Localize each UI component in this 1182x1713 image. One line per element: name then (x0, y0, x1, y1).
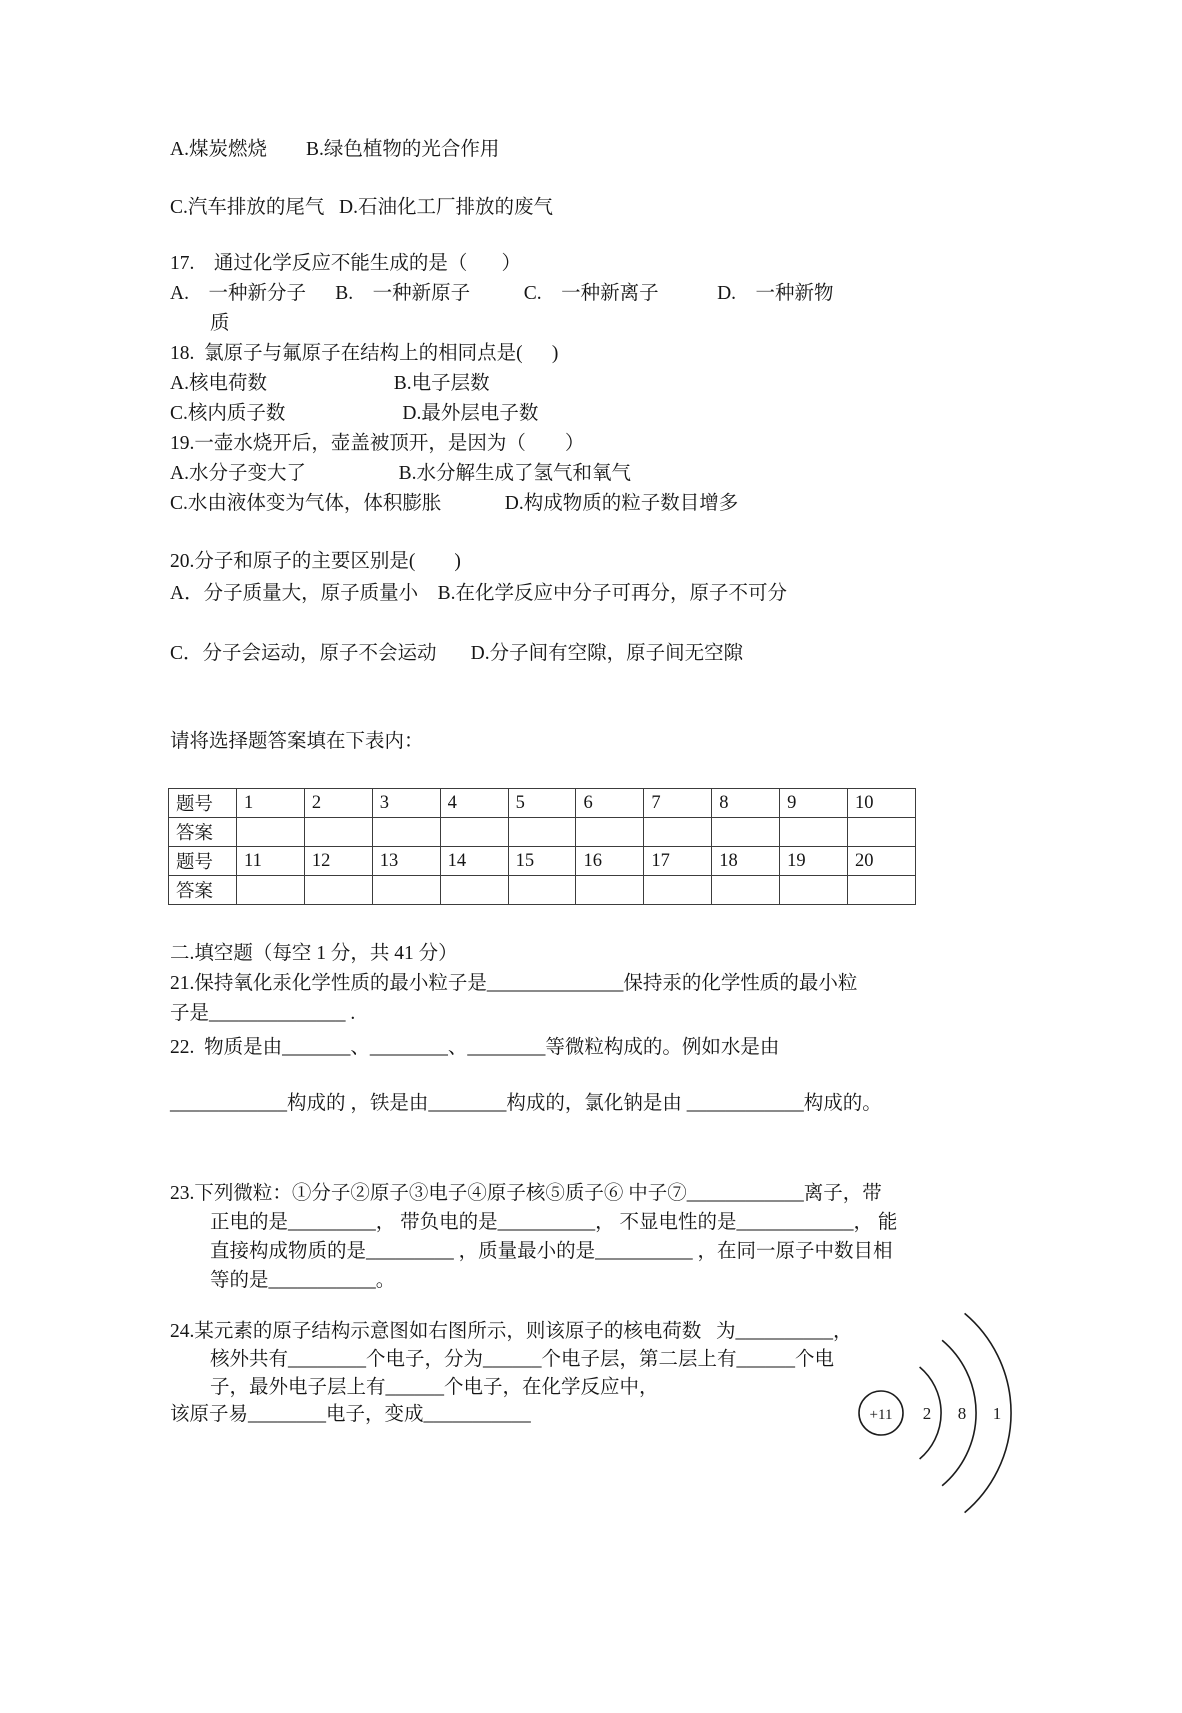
question-number-cell: 1 (237, 789, 305, 818)
answer-cell (304, 818, 372, 847)
q24-line-1: 24.某元素的原子结构示意图如右图所示，则该原子的核电荷数 为__________， (170, 1321, 853, 1342)
answer-cell (304, 876, 372, 905)
q19-stem: 19.一壶水烧开后，壶盖被顶开，是因为（ ） (170, 433, 585, 454)
answer-cell (237, 818, 305, 847)
answer-cell (576, 876, 644, 905)
question-number-cell: 8 (712, 789, 780, 818)
question-number-row (169, 847, 916, 876)
row-header-cell: 答案 (169, 818, 237, 847)
question-number-cell: 4 (440, 789, 508, 818)
answer-cell (237, 876, 305, 905)
answer-cell (372, 818, 440, 847)
answer-cell (508, 818, 576, 847)
answer-row (169, 818, 916, 847)
q19-options-ab: A.水分子变大了 B.水分解生成了氢气和氧气 (170, 463, 631, 484)
question-number-cell: 9 (780, 789, 848, 818)
q21-line-2: 子是______________ . (170, 1003, 356, 1024)
q17-options: A. 一种新分子 B. 一种新原子 C. 一种新离子 D. 一种新物 (170, 283, 834, 304)
q24-line-2: 核外共有________个电子，分为______个电子层，第二层上有______个电 (210, 1349, 835, 1370)
q24-line-4: 该原子易________电子，变成___________ (170, 1404, 531, 1425)
q17-stem: 17. 通过化学反应不能生成的是（ ） (170, 253, 522, 274)
answer-cell (712, 876, 780, 905)
row-header-cell: 答案 (169, 876, 237, 905)
question-number-cell: 10 (848, 789, 916, 818)
question-number-cell: 16 (576, 847, 644, 876)
question-number-cell: 19 (780, 847, 848, 876)
shell-2-electron-count: 8 (957, 1404, 967, 1423)
q18-stem: 18. 氯原子与氟原子在结构上的相同点是( ) (170, 343, 559, 364)
answer-cell (712, 818, 780, 847)
q18-options-ab: A.核电荷数 B.电子层数 (170, 373, 490, 394)
atom-structure-diagram (850, 1306, 1030, 1518)
answer-cell (644, 876, 712, 905)
electron-shell-arc-3 (965, 1313, 1011, 1512)
shell-3-electron-count: 1 (992, 1404, 1002, 1423)
question-number-cell: 11 (237, 847, 305, 876)
question-number-cell: 15 (508, 847, 576, 876)
answer-cell (780, 818, 848, 847)
q17-option-wrap: 质 (210, 313, 230, 334)
q22-line-1: 22. 物质是由_______、________、________等微粒构成的。例如水是由 (170, 1037, 780, 1058)
question-number-cell: 14 (440, 847, 508, 876)
shell-1-electron-count: 2 (922, 1404, 932, 1423)
answer-cell (576, 818, 644, 847)
q18-options-cd: C.核内质子数 D.最外层电子数 (170, 403, 539, 424)
answer-cell (440, 818, 508, 847)
q23-line-3: 直接构成物质的是_________ ，质量最小的是__________ ，在同一原子中数目相 (210, 1241, 893, 1262)
answer-cell (372, 876, 440, 905)
answer-row (169, 876, 916, 905)
row-header-cell: 题号 (169, 847, 237, 876)
question-number-cell: 2 (304, 789, 372, 818)
answer-table-body (169, 789, 916, 905)
q16-options-cd: C.汽车排放的尾气 D.石油化工厂排放的废气 (170, 197, 553, 218)
q20-options-cd: C．分子会运动，原子不会运动 D.分子间有空隙，原子间无空隙 (170, 643, 744, 664)
answer-cell (848, 876, 916, 905)
answer-cell (848, 818, 916, 847)
answer-table-intro: 请将选择题答案填在下表内： (170, 731, 424, 752)
question-number-cell: 13 (372, 847, 440, 876)
q20-options-ab: A．分子质量大，原子质量小 B.在化学反应中分子可再分，原子不可分 (170, 583, 787, 604)
question-number-cell: 12 (304, 847, 372, 876)
question-number-cell: 7 (644, 789, 712, 818)
q24-line-3: 子，最外电子层上有______个电子，在化学反应中， (210, 1377, 659, 1398)
answer-cell (644, 818, 712, 847)
q22-line-2: ____________构成的 ，铁是由________构成的，氯化钠是由 ____________构成的。 (170, 1093, 882, 1114)
question-number-row (169, 789, 916, 818)
q19-options-cd: C.水由液体变为气体，体积膨胀 D.构成物质的粒子数目增多 (170, 493, 739, 514)
question-number-cell: 18 (712, 847, 780, 876)
answer-table (168, 788, 916, 905)
answer-cell (440, 876, 508, 905)
q23-line-1: 23.下列微粒：①分子②原子③电子④原子核⑤质子⑥ 中子⑦____________离子，带 (170, 1183, 882, 1204)
answer-cell (508, 876, 576, 905)
question-number-cell: 20 (848, 847, 916, 876)
q23-line-4: 等的是___________。 (210, 1270, 396, 1291)
nucleus-charge-label: +11 (869, 1407, 893, 1423)
q16-options-ab: A.煤炭燃烧 B.绿色植物的光合作用 (170, 139, 500, 160)
question-number-cell: 17 (644, 847, 712, 876)
question-number-cell: 6 (576, 789, 644, 818)
question-number-cell: 3 (372, 789, 440, 818)
q23-line-2: 正电的是_________， 带负电的是__________， 不显电性的是____________， 能 (210, 1212, 898, 1233)
row-header-cell: 题号 (169, 789, 237, 818)
question-number-cell: 5 (508, 789, 576, 818)
q20-stem: 20.分子和原子的主要区别是( ) (170, 551, 461, 572)
fill-in-section-title: 二.填空题（每空 1 分，共 41 分） (170, 943, 458, 964)
answer-cell (780, 876, 848, 905)
q21-line-1: 21.保持氧化汞化学性质的最小粒子是______________保持汞的化学性质的最小粒 (170, 973, 858, 994)
